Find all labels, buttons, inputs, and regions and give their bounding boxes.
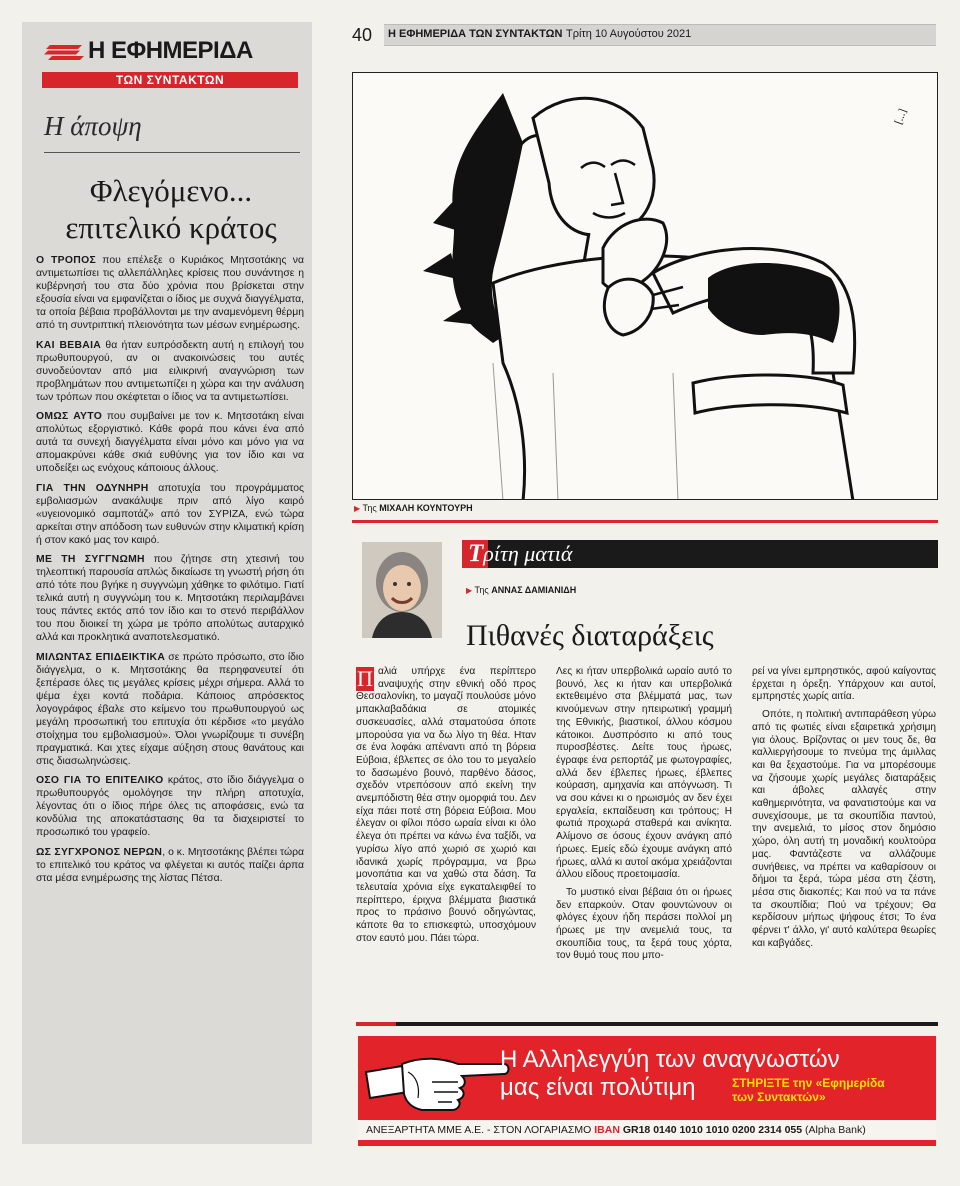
ad-cta-line: των Συντακτών» xyxy=(732,1090,826,1104)
credit-prefix: Της xyxy=(362,503,377,513)
opinion-paragraph xyxy=(36,482,304,547)
column-paragraph xyxy=(356,666,536,945)
credit-arrow-icon: ▶ xyxy=(354,504,361,513)
ad-bank: (Alpha Bank) xyxy=(805,1124,866,1136)
divider-rule xyxy=(356,1022,938,1026)
opinion-paragraph xyxy=(36,410,304,475)
paragraph-lead: ΚΑΙ ΒΕΒΑΙΑ xyxy=(36,339,102,351)
masthead xyxy=(42,36,298,96)
opinion-paragraph xyxy=(36,254,304,332)
masthead-subtitle: ΤΩΝ ΣΥΝΤΑΚΤΩΝ xyxy=(42,72,298,88)
pointing-hand-icon xyxy=(362,1042,512,1122)
paragraph-text: θα ήταν ευπρόσδεκτη αυτή η επιλογή του πρωθυπουργού, αν οι ανακοινώσεις του αυτές συνοδεύονταν από μια ειλικρινή αναγνώριση των προβλημάτων που αντιμετωπίζει η χώρα και την ανάλυση των τρόπων που σκέφτεται ο ίδιος να τα αντιμετωπίσει. xyxy=(36,339,304,403)
paragraph-lead: ΟΜΩΣ ΑΥΤΟ xyxy=(36,411,103,422)
ad-call-to-action[interactable] xyxy=(732,1076,932,1104)
section-label: Η άποψη xyxy=(44,111,142,141)
paragraph-text: κράτος, στο ίδιο διάγγελμα ο πρωθυπουργός ομολόγησε την πλήρη αποτυχία, λέγοντας ότι ο ίδιος πήρε όλες τις αποφάσεις, ενώ τα κονδύλια της αποκατάστασης θα τα διαχειριστεί το προσωπικό του γραφείο. xyxy=(36,775,304,838)
ad-iban-label: IBAN xyxy=(594,1124,620,1136)
paragraph-lead: ΜΕ ΤΗ ΣΥΓΓΝΩΜΗ xyxy=(36,554,145,565)
paragraph-text: σε πρώτο πρόσωπο, στο ίδιο διάγγελμα, ο κ. Μητσοτάκης θα περηφανευτεί ότι ξεπέρασε όλες τις μεγάλες κρίσεις μέχρι σήμερα. Αλλά το ψέμα έχει κοντά ποδάρια. Κάποιος απρόσεκτος λογογράφος έβαλε στο κείμενο του πρωθυπουργού ως μεγάλη προσωπική του επιτυχία ότι κέρδισε «το μεγάλο στοίχημα του εμβολιασμού». Όλοι γνωρίζουμε τι συνέβη πραγματικά. Και χτες είχαμε αύξηση στους θανάτους και στις διασωληνώσεις. xyxy=(36,651,304,767)
ad-footer xyxy=(366,1123,936,1137)
section-divider xyxy=(44,152,300,153)
author-prefix: Της xyxy=(474,585,489,595)
opinion-paragraph xyxy=(36,339,304,404)
column-paragraph-text: αλιά υπήρχε ένα περίπτερο αναψυχής στην εθνική οδό προς Θεσσαλονίκη, το μαγαζί πουλούσε μόνο μπακλαβαδάκια σε ατομικές συσκευασίες, αλλά σταματούσα όποτε μπορούσα για να δω λίγο τη θέα. Ηταν σε ένα λοφάκι απέναντι από τη βόρεια Εύβοια, έβλεπες σε όλο του το μεγαλείο το δασωμένο βουνό, παρθένο δάσος, σχεδόν ντρεπόσουν από εκείνη την ανεμπόδιστη θέα στην ομορφιά του. Δεν είχα πάει ποτέ στη βόρεια Εύβοια. Μου έλεγαν οι φίλοι πόσο ωραία είναι κι όλο έλεγα ότι πρέπει να κάνω ένα ταξίδι, να γυρίσω λίγο από χωριό σε χωριό και ιδανικά χωρίς πρόγραμμα, να βρω μονοπάτια και να χαθώ στα δάση. Τα τελευταία χρόνια είχε εγκαταλειφθεί το περίπτερο, έριχνα βλέμματα βιαστικά προς το πράσινο βουνό οδηγώντας, κάποτε θα το επισκεφτώ, υποσχόμουν στον εαυτό μου. Πάει τώρα. xyxy=(356,666,536,944)
paragraph-lead: Ο ΤΡΟΠΟΣ xyxy=(36,255,96,266)
column-author xyxy=(466,584,766,597)
opinion-paragraph xyxy=(36,651,304,768)
opinion-body xyxy=(36,254,304,1144)
author-photo xyxy=(362,542,442,638)
opinion-paragraph xyxy=(36,846,304,885)
credit-name: ΜΙΧΑΛΗ ΚΟΥΝΤΟΥΡΗ xyxy=(379,503,473,513)
drop-cap: Π xyxy=(357,666,373,691)
column-text-a xyxy=(356,666,536,1024)
paragraph-lead: ΓΙΑ ΤΗΝ ΟΔΥΝΗΡΗ xyxy=(36,482,149,494)
column-headline: Πιθανές διαταράξεις xyxy=(466,619,714,652)
paragraph-text: που συμβαίνει με τον κ. Μητσοτάκη είναι απολύτως εξοργιστικό. Κάθε φορά που κάνει ένα από αυτά τα συνεχή διαγγέλματα είναι μόνο και μόνο για να απομακρύνει κάθε σκιά ευθύνης για τον ίδιο και να υποδείξει ως ενόχους κάποιους άλλους. xyxy=(36,411,304,474)
column-text-b xyxy=(556,666,732,1024)
divider-rule xyxy=(352,520,938,523)
ad-subheadline: μας είναι πολύτιμη xyxy=(500,1074,696,1101)
column-paragraph: ρεί να γίνει εμπρηστικός, αφού καίγοντας έρχεται η όρεξη. Υπάρχουν και αυτοί, εμπρηστές χωρίς αιτία. xyxy=(752,666,936,703)
column-paragraph: Οπότε, η πολιτική αντιπαράθεση γύρω από τις φωτιές είναι εξαιρετικά χρήσιμη για όλους. Βρίζοντας οι μεν τους δε, θα καλλιεργήσουμε το πνεύμα της άμιλλας και θα ξεχαστούμε. Για να μπορέσουμε να ζήσουμε χωρίς μεγάλες διαταράξεις και άβολες αλλαγές στην καθημερινότητα, να φανατιστούμε και να συνεχίσουμε, με τα σκουπίδια παντού, την ανεμελιά, το μίσος στον δημόσιο χώρο, όλη αυτή τη μοναδική κουλτούρα μας. Φαντάζεστε να αλλάζουμε συνήθειες, να πρέπει να καθαρίσουν οι δήμοι τα ξερά, τώρα μέσα στη ζέστη, μέσα στις διακοπές; Και πού να τα πάνε τα σκουπίδια; Πού να τρέχουν; Θα κερδίσουν μήπως ψήφους έτσι; Το ένα φέρνει τ' άλλο, γι' αυτό καλύτερα θεωρίες και καβγάδες. xyxy=(752,709,936,949)
paragraph-text: που ζήτησε στη χτεσινή του τηλεοπτική παρουσία απλώς δικαίωσε τη γνωστή ρήση ότι από τότε που βγήκε η συγγνώμη χάθηκε το φιλότιμο. Γιατί τελικά αυτή η συγγνώμη του κ. Μητσοτάκη περιλαμβάνει τους πάντες εκτός από τον ίδιο και το στενό περιβάλλον του που διοικεί τη χώρα με τρόπο απολύτως αυταρχικό αλλά και προκλητικά αναποτελεσματικό. xyxy=(36,554,304,643)
divider-rule-accent xyxy=(356,1022,396,1026)
opinion-column xyxy=(22,22,312,1144)
masthead-logo-icon xyxy=(44,44,84,60)
author-portrait-icon xyxy=(362,542,442,638)
paragraph-lead: ΜΙΛΩΝΤΑΣ ΕΠΙΔΕΙΚΤΙΚΑ xyxy=(36,651,166,663)
paragraph-text: αποτυχία του προγράμματος εμβολιασμών ανακάλυψε πριν από λίγο καιρό «υγειονομικό σαμποτάζ» από τον ΣΥΡΙΖΑ, ενώ τώρα αρκείται στην απόδοση των ευθυνών στην κλιματική κρίση ή στον κακό μας τον καιρό. xyxy=(36,482,304,546)
column-title xyxy=(468,540,768,568)
page-number: 40 xyxy=(352,25,373,45)
opinion-headline-line: Φλεγόμενο... xyxy=(89,173,253,208)
opinion-headline-line: επιτελικό κράτος xyxy=(65,210,277,245)
column-title-rest: ρίτη ματιά xyxy=(483,541,573,566)
page-header-paper: Η ΕΦΗΜΕΡΙΔΑ ΤΩΝ ΣΥΝΤΑΚΤΩΝ xyxy=(388,28,563,40)
paragraph-text: , ο κ. Μητσοτάκης βλέπει τώρα το επιτελικό του κράτος να φλέγεται κι αυτός παίζει άρπα στα μέσα ενημέρωσης της λίστας Πέτσα. xyxy=(36,846,304,884)
cartoon-credit xyxy=(354,502,654,515)
ad-footer-text: ΑΝΕΞΑΡΤΗΤΑ ΜΜΕ Α.Ε. - ΣΤΟΝ ΛΟΓΑΡΙΑΣΜΟ xyxy=(366,1124,592,1136)
column-paragraph: Το μυστικό είναι βέβαια ότι οι ήρωες δεν επαρκούν. Οταν φουντώνουν οι φλόγες έχουν ήδη περάσει πολλοί μη ήρωες με την ανεμελιά τους, τα σκουπίδια τους, τα ξερά τους χόρτα, τον θυμό τους που μπο- xyxy=(556,886,732,962)
column-text-c xyxy=(752,666,936,1024)
ad-cta-line: ΣΤΗΡΙΞΤΕ την «Εφημερίδα xyxy=(732,1076,885,1090)
masthead-title: Η ΕΦΗΜΕΡΙΔΑ xyxy=(88,37,253,64)
paragraph-lead: ΩΣ ΣΥΓΧΡΟΝΟΣ ΝΕΡΩΝ xyxy=(36,846,163,858)
opinion-paragraph xyxy=(36,774,304,839)
credit-arrow-icon: ▶ xyxy=(466,586,473,595)
opinion-headline xyxy=(40,172,302,246)
cartoon-signature: [...] xyxy=(892,107,910,127)
cartoon xyxy=(352,72,938,500)
paragraph-lead: ΟΣΟ ΓΙΑ ΤΟ ΕΠΙΤΕΛΙΚΟ xyxy=(36,775,164,786)
ad-iban: GR18 0140 1010 1010 0200 2314 055 xyxy=(622,1124,803,1136)
column-title-initial: Τ xyxy=(468,540,484,567)
opinion-paragraph xyxy=(36,553,304,644)
author-name: ΑΝΝΑΣ ΔΑΜΙΑΝΙΔΗ xyxy=(491,585,577,595)
paragraph-text: που επέλεξε ο Κυριάκος Μητσοτάκης να αντιμετωπίσει τις αλλεπάλληλες κρίσεις που συνάντησε η κυβέρνησή του στα δύο χρόνια που βρίσκεται στην εξουσία είναι να εμφανίζεται ο ίδιος με συχνά διαγγέλματα, τα οποία βέβαια προβάλλονται με την αναμενόμενη θέρμη από τη συντριπτική πλειονότητα των μέσων ενημέρωσης. xyxy=(36,255,304,331)
column-paragraph: Λες κι ήταν υπερβολικά ωραίο αυτό το βουνό, λες κι ήταν και υπερβολικά εκτεθειμένο στα βλέμματά μας, των κινούμενων στην ηπειρωτική γραμμή της Εθνικής, βιαστικοί, άλλου κόσμου κάτοικοι. Δυσπρόσιτο κι από τους πυροσβέστες. Δείτε τους ήρωες, έγραφε ένα ρεπορτάζ με φωτογραφίες, αλλά δεν έβλεπες ήρωες, έβλεπες κούραση, αμηχανία και απόγνωση. Τι να σου κάνει κι ο ηρωισμός αν δεν έχει εργαλεία, εκπαίδευση και τρόπους; Η φωτιά προχωρά σταθερά και ανίκητα. Αλίμονο σε όσους έχουν ανάγκη από ήρωες. Εμείς εδώ έχουμε ανάγκη από ήρωες, αλλά κι αυτοί ακόμα χρειάζονται άλλου είδους προετοιμασία. xyxy=(556,666,732,881)
cartoon-illustration-icon xyxy=(353,73,938,500)
ad-headline: Η Αλληλεγγύη των αναγνωστών xyxy=(500,1046,840,1073)
page-header-date: Τρίτη 10 Αυγούστου 2021 xyxy=(566,28,692,40)
